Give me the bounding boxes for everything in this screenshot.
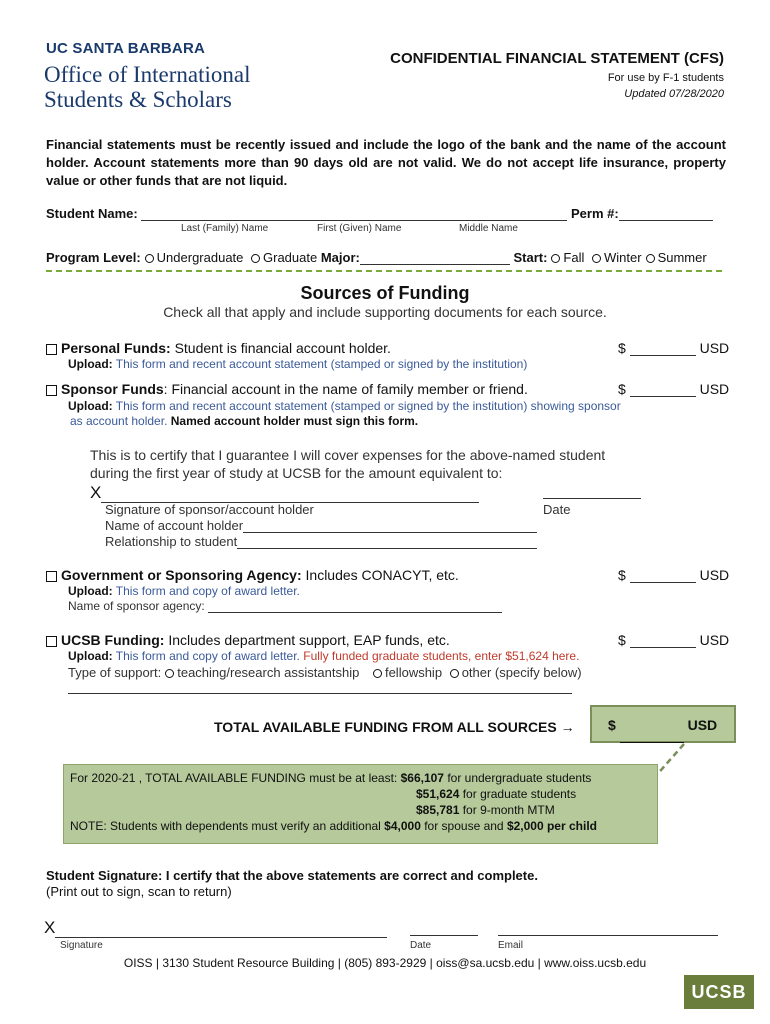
government-checkbox[interactable] <box>46 571 57 582</box>
ucsb-upload: Upload: This form and copy of award letter. Fully funded graduate students, enter $51,624 here. <box>68 649 580 663</box>
intro-paragraph: Financial statements must be recently issued and include the logo of the bank and the name of the account holder. Account statements more than 90 days old are not valid. We do not accept life insurance, property value or other funds that are not liquid. <box>46 137 726 188</box>
total-amount-field[interactable] <box>620 720 684 743</box>
undergrad-radio[interactable] <box>145 254 154 263</box>
signature-title: Student Signature: I certify that the above statements are correct and complete. <box>46 868 538 883</box>
section-title: Sources of Funding <box>300 283 470 303</box>
student-signature-line: X <box>44 918 387 938</box>
account-holder-row: Name of account holder <box>105 518 537 533</box>
sponsor-certification: This is to certify that I guarantee I will cover expenses for the above-named student during the first year of study at UCSB for the amount equivalent to: <box>90 447 606 481</box>
agency-row: Name of sponsor agency: <box>68 599 502 613</box>
divider <box>46 270 722 272</box>
first-name-caption: First (Given) Name <box>317 223 402 234</box>
personal-funds-checkbox[interactable] <box>46 344 57 355</box>
graduate-radio[interactable] <box>251 254 260 263</box>
personal-funds-row: Personal Funds: Student is financial account holder. <box>46 340 391 356</box>
sponsor-upload: Upload: This form and recent account statement (stamped or signed by the institution) showing sponsor <box>68 399 621 413</box>
ucsb-wordmark: UC SANTA BARBARA <box>46 40 206 57</box>
government-row: Government or Sponsoring Agency: Includes CONACYT, etc. <box>46 567 459 583</box>
middle-name-caption: Middle Name <box>459 223 518 234</box>
perm-field[interactable] <box>619 220 713 221</box>
form-subtitle: For use by F-1 students Updated 07/28/2020 <box>607 72 724 100</box>
account-holder-field[interactable] <box>243 532 537 533</box>
sponsor-amount-field[interactable] <box>630 396 696 397</box>
sponsor-date-field[interactable] <box>543 498 641 499</box>
date-caption: Date <box>410 940 432 951</box>
sponsor-funds-checkbox[interactable] <box>46 385 57 396</box>
connector-line <box>654 744 684 778</box>
major-field[interactable] <box>360 264 510 265</box>
support-type-row: Type of support: teaching/research assistantship fellowship other (specify below) <box>68 665 582 680</box>
last-name-caption: Last (Family) Name <box>181 223 269 234</box>
sponsor-signature-caption: Signature of sponsor/account holder <box>105 502 314 517</box>
agency-field[interactable] <box>208 612 502 613</box>
section-subtitle: Check all that apply and include supporting documents for each source. <box>163 304 607 320</box>
ucsb-funding-checkbox[interactable] <box>46 636 57 647</box>
personal-amount-field[interactable] <box>630 355 696 356</box>
government-amount: $ USD <box>618 567 730 583</box>
fellowship-radio[interactable] <box>373 669 382 678</box>
total-label: TOTAL AVAILABLE FUNDING FROM ALL SOURCES → <box>214 719 575 735</box>
minimum-funding-note: For 2020-21 , TOTAL AVAILABLE FUNDING must be at least: $66,107 for undergraduate students $51,624 for graduate students $85,781 for 9-month MTM NOTE: Students with dependents must verify an additional $4,000 for spouse and $2,000 per child <box>63 764 658 844</box>
email-caption: Email <box>498 940 524 951</box>
government-amount-field[interactable] <box>630 582 696 583</box>
ucsb-funding-row: UCSB Funding: Includes department support, EAP funds, etc. <box>46 632 450 648</box>
sponsor-amount: $ USD <box>618 381 730 397</box>
ucsb-logo: UCSB <box>684 975 754 1009</box>
page-title: CONFIDENTIAL FINANCIAL STATEMENT (CFS) <box>390 50 724 67</box>
student-name-row: Student Name: Perm #: <box>46 206 713 221</box>
sponsor-signature-line: X <box>90 483 479 503</box>
fall-radio[interactable] <box>551 254 560 263</box>
signature-subtitle: (Print out to sign, scan to return) <box>46 884 232 899</box>
other-specify-field[interactable] <box>68 693 572 694</box>
other-radio[interactable] <box>450 669 459 678</box>
footer-contact: OISS | 3130 Student Resource Building | (805) 893-2929 | oiss@sa.ucsb.edu | www.oiss.ucsb.edu <box>123 956 647 970</box>
total-amount-box: $ USD <box>590 705 736 743</box>
sponsor-date-caption: Date <box>543 502 571 517</box>
assistantship-radio[interactable] <box>165 669 174 678</box>
student-signature-field[interactable] <box>55 937 387 938</box>
personal-amount: $ USD <box>618 340 730 356</box>
signature-caption: Signature <box>60 940 103 951</box>
personal-upload: Upload: This form and recent account statement (stamped or signed by the institution) <box>68 357 528 371</box>
student-name-field[interactable] <box>141 220 567 221</box>
student-email-field[interactable] <box>498 935 718 936</box>
relationship-field[interactable] <box>237 548 537 549</box>
ucsb-amount-field[interactable] <box>630 647 696 648</box>
sponsor-funds-row: Sponsor Funds: Financial account in the name of family member or friend. <box>46 381 528 397</box>
office-name: Office of International Students & Scholars <box>44 62 251 112</box>
student-date-field[interactable] <box>410 935 478 936</box>
summer-radio[interactable] <box>646 254 655 263</box>
program-row: Program Level: Undergraduate Graduate Major: Start: Fall Winter Summer <box>46 250 707 265</box>
relationship-row: Relationship to student <box>105 534 537 549</box>
sponsor-upload-2: as account holder. Named account holder must sign this form. <box>70 414 419 428</box>
winter-radio[interactable] <box>592 254 601 263</box>
ucsb-amount: $ USD <box>618 632 730 648</box>
government-upload: Upload: This form and copy of award letter. <box>68 584 300 598</box>
